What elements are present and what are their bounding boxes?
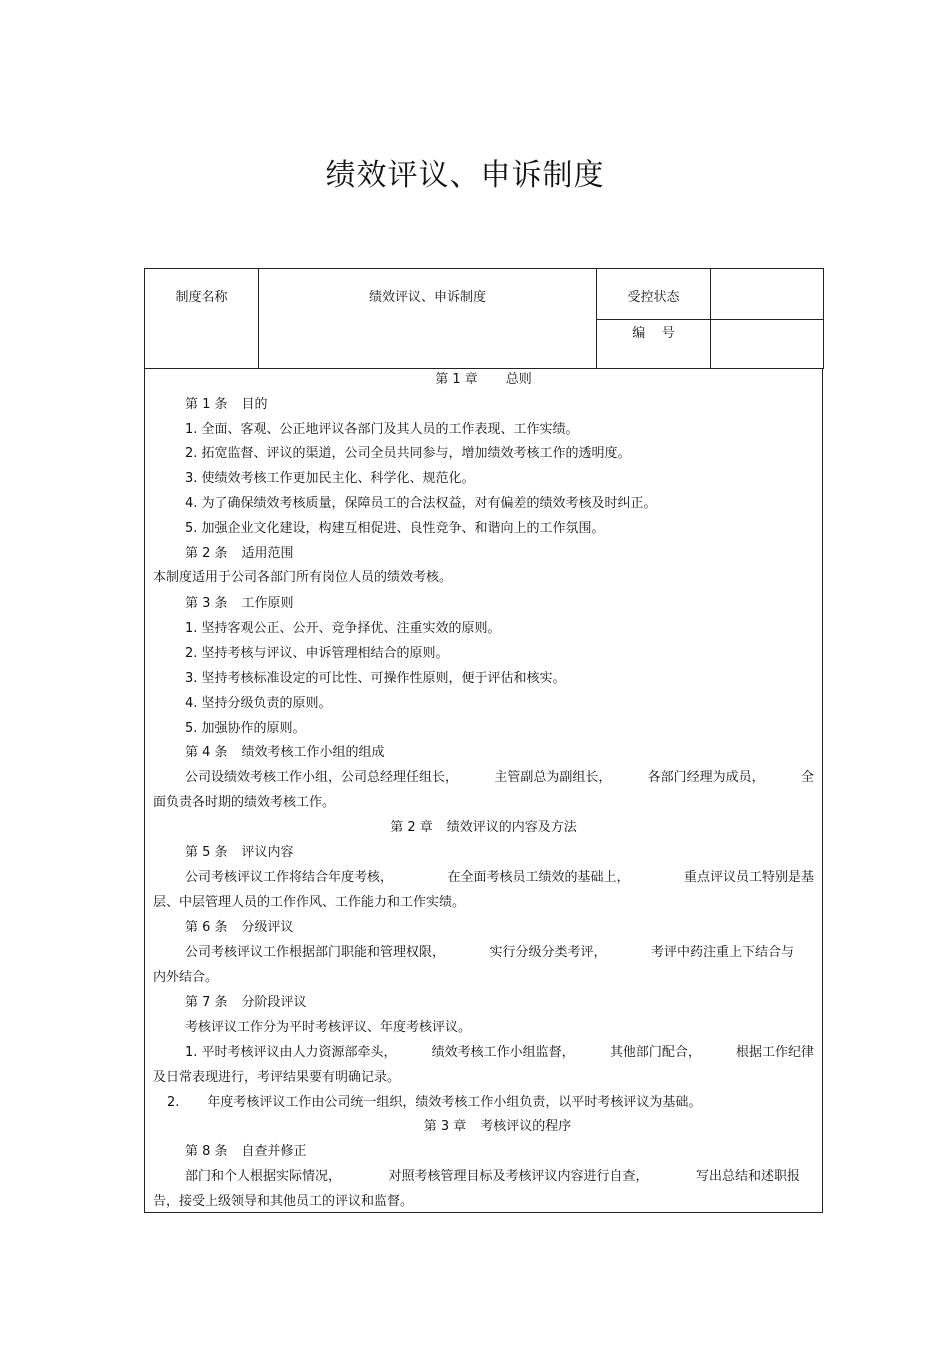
article-4-title: 绩效考核工作小组的组成 <box>241 745 385 760</box>
article-6-heading <box>185 917 294 939</box>
text-segment: 对照考核管理目标及考核评议内容进行自查， <box>388 1169 649 1184</box>
paragraph-line: 及日常表现进行，考评结果要有明确记录。 <box>153 1070 401 1085</box>
paragraph-line <box>185 867 814 889</box>
paragraph-line: 内外结合。 <box>153 970 219 985</box>
header-table <box>144 268 824 369</box>
article-2-number: 第 2 条 <box>185 546 228 561</box>
number-label: 编 号 <box>632 326 675 341</box>
chapter-1-number: 第 1 章 <box>435 372 478 387</box>
text-segment: 公司考核评议工作将结合年度考核， <box>185 870 394 885</box>
text-segment: 部门和个人根据实际情况， <box>185 1169 342 1184</box>
policy-name-label: 制度名称 <box>175 290 228 305</box>
list-item: 5. 加强企业文化建设，构建互相促进、良性竞争、和谐向上的工作氛围。 <box>185 521 605 536</box>
article-5-title: 评议内容 <box>241 845 294 860</box>
article-1-heading <box>185 394 268 416</box>
article-2-heading <box>185 543 294 565</box>
article-3-heading <box>185 593 294 615</box>
article-8-heading <box>185 1141 307 1163</box>
list-item: 1. 坚持客观公正、公开、竞争择优、注重实效的原则。 <box>185 621 501 636</box>
article-4-heading <box>185 742 385 764</box>
text-segment: 实行分级分类考评， <box>489 945 607 960</box>
article-4-number: 第 4 条 <box>185 745 228 760</box>
control-status-label-cell <box>597 269 711 320</box>
article-8-title: 自查并修正 <box>241 1144 307 1159</box>
list-item: 4. 为了确保绩效考核质量，保障员工的合法权益，对有偏差的绩效考核及时纠正。 <box>185 496 657 511</box>
text-segment: 1. 平时考核评议由人力资源部牵头， <box>185 1045 397 1060</box>
article-1-number: 第 1 条 <box>185 397 228 412</box>
paragraph-line <box>185 942 794 964</box>
policy-name-value-cell <box>259 269 597 369</box>
text-segment: 写出总结和述职报 <box>695 1169 800 1184</box>
chapter-1-heading <box>145 369 822 391</box>
chapter-2-title: 绩效评议的内容及方法 <box>446 820 577 835</box>
chapter-3-title: 考核评议的程序 <box>480 1119 572 1134</box>
list-item-text: 年度考核评议工作由公司统一组织，绩效考核工作小组负责，以平时考核评议为基础。 <box>207 1095 702 1110</box>
list-item: 3. 坚持考核标准设定的可比性、可操作性原则，便于评估和核实。 <box>185 671 566 686</box>
chapter-3-number: 第 3 章 <box>423 1119 467 1134</box>
article-7-title: 分阶段评议 <box>241 995 307 1010</box>
article-3-number: 第 3 条 <box>185 596 228 611</box>
paragraph-line: 层、中层管理人员的工作作风、工作能力和工作实绩。 <box>153 895 466 910</box>
text-segment: 其他部门配合， <box>609 1045 701 1060</box>
control-status-label: 受控状态 <box>627 290 680 305</box>
paragraph: 本制度适用于公司各部门所有岗位人员的绩效考核。 <box>153 570 453 585</box>
list-item: 2. 拓宽监督、评议的渠道，公司全员共同参与，增加绩效考核工作的透明度。 <box>185 446 631 461</box>
number-label-cell <box>597 320 711 369</box>
article-7-heading <box>185 992 307 1014</box>
paragraph-line: 面负责各时期的绩效考核工作。 <box>153 795 336 810</box>
article-6-title: 分级评议 <box>241 920 294 935</box>
article-2-title: 适用范围 <box>241 546 294 561</box>
chapter-2-heading <box>145 817 822 839</box>
list-item: 2. 坚持考核与评议、申诉管理相结合的原则。 <box>185 646 449 661</box>
list-item: 3. 使绩效考核工作更加民主化、科学化、规范化。 <box>185 471 475 486</box>
text-segment: 考评中药注重上下结合与 <box>650 945 794 960</box>
article-8-number: 第 8 条 <box>185 1144 228 1159</box>
chapter-3-heading <box>159 1116 836 1138</box>
policy-name-value: 绩效评议、申诉制度 <box>368 290 486 305</box>
paragraph: 考核评议工作分为平时考核评议、年度考核评议。 <box>185 1020 472 1035</box>
list-item: 1. 全面、客观、公正地评议各部门及其人员的工作表现、工作实绩。 <box>185 422 579 437</box>
text-segment: 绩效考核工作小组监督， <box>431 1045 575 1060</box>
text-segment: 各部门经理为成员， <box>647 770 765 785</box>
paragraph-line <box>185 1042 814 1064</box>
text-segment: 公司考核评议工作根据部门职能和管理权限， <box>185 945 446 960</box>
document-title: 绩效评议、申诉制度 <box>325 158 605 193</box>
chapter-2-number: 第 2 章 <box>390 820 433 835</box>
list-item: 4. 坚持分级负责的原则。 <box>185 696 332 711</box>
policy-name-label-cell <box>145 269 259 369</box>
article-5-number: 第 5 条 <box>185 845 228 860</box>
text-segment: 全 <box>800 770 814 785</box>
text-segment: 公司设绩效考核工作小组，公司总经理任组长， <box>185 770 459 785</box>
article-1-title: 目的 <box>241 397 268 412</box>
paragraph-line <box>185 767 814 789</box>
chapter-1-title: 总则 <box>505 372 532 387</box>
article-5-heading <box>185 842 294 864</box>
text-segment: 在全面考核员工绩效的基础上， <box>447 870 630 885</box>
list-item <box>167 1092 701 1114</box>
article-3-title: 工作原则 <box>241 596 294 611</box>
policy-body <box>144 368 823 1213</box>
paragraph-line: 告，接受上级领导和其他员工的评议和监督。 <box>153 1194 414 1209</box>
number-value-cell <box>711 320 824 369</box>
list-item-number: 2. <box>167 1095 180 1110</box>
text-segment: 主管副总为副组长， <box>494 770 612 785</box>
text-segment: 根据工作纪律 <box>735 1045 814 1060</box>
list-item: 5. 加强协作的原则。 <box>185 721 306 736</box>
article-6-number: 第 6 条 <box>185 920 228 935</box>
text-segment: 重点评议员工特别是基 <box>683 870 814 885</box>
control-status-value-cell <box>711 269 824 320</box>
paragraph-line <box>185 1166 800 1188</box>
article-7-number: 第 7 条 <box>185 995 228 1010</box>
